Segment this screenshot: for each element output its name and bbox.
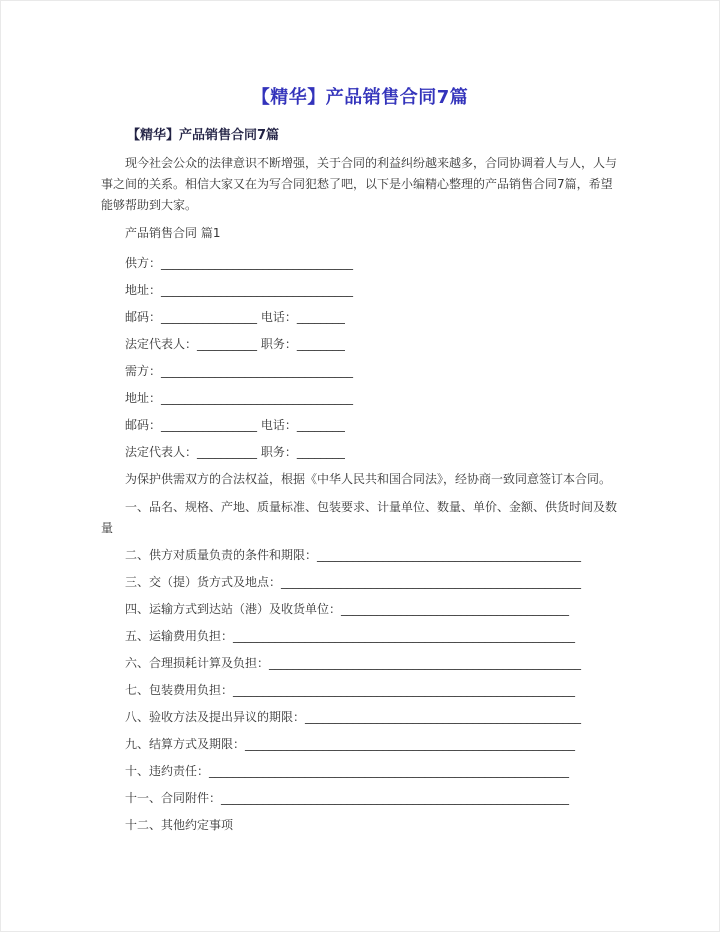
form-line-supplier: 供方：________________________________	[125, 256, 354, 270]
clause-item-12: 十二、其他约定事项	[125, 818, 234, 832]
clause-item-4: 四、运输方式到达站（港）及收货单位：______________________________________	[125, 602, 570, 616]
clause-item-2: 二、供方对质量负责的条件和期限：____________________________________________	[125, 548, 582, 562]
clause-intro-paragraph: 为保护供需双方的合法权益，根据《中华人民共和国合同法》，经协商一致同意签订本合同。	[125, 472, 612, 486]
form-line-postcode-phone-2: 邮码：________________ 电话：________	[125, 418, 345, 432]
clause-list	[101, 497, 619, 836]
section-heading: 产品销售合同 篇1	[125, 226, 221, 240]
document-subtitle: 【精华】产品销售合同7篇	[127, 128, 280, 143]
clause-item-3: 三、交（提）货方式及地点：__________________________________________________	[125, 575, 582, 589]
clause-item-9: 九、结算方式及期限：_______________________________________________________	[125, 737, 576, 751]
form-line-address-1: 地址：________________________________	[125, 283, 354, 297]
clause-item-6: 六、合理损耗计算及负担：____________________________________________________	[125, 656, 582, 670]
clause-item-8: 八、验收方法及提出异议的期限：______________________________________________	[125, 710, 582, 724]
form-line-postcode-phone-1: 邮码：________________ 电话：________	[125, 310, 345, 324]
intro-paragraph: 现今社会公众的法律意识不断增强，关于合同的利益纠纷越来越多，合同协调着人与人，人与事之间的关系。相信大家又在为写合同犯愁了吧，以下是小编精心整理的产品销售合同7篇，希望能够帮助到大家。	[101, 156, 618, 212]
clause-item-5: 五、运输费用负担：_________________________________________________________	[125, 629, 576, 643]
form-line-address-2: 地址：________________________________	[125, 391, 354, 405]
clause-item-1: 一、品名、规格、产地、质量标准、包装要求、计量单位、数量、单价、金额、供货时间及数量	[101, 500, 618, 535]
form-line-legal-rep-1: 法定代表人：__________ 职务：________	[125, 337, 345, 351]
clause-item-7: 七、包装费用负担：_________________________________________________________	[125, 683, 576, 697]
document-title: 【精华】产品销售合同7篇	[251, 87, 469, 108]
clause-item-10: 十、违约责任：____________________________________________________________	[125, 764, 570, 778]
contract-party-fields	[101, 253, 619, 462]
clause-item-11: 十一、合同附件：__________________________________________________________	[125, 791, 570, 805]
form-line-legal-rep-2: 法定代表人：__________ 职务：________	[125, 445, 345, 459]
form-line-buyer: 需方：________________________________	[125, 364, 354, 378]
